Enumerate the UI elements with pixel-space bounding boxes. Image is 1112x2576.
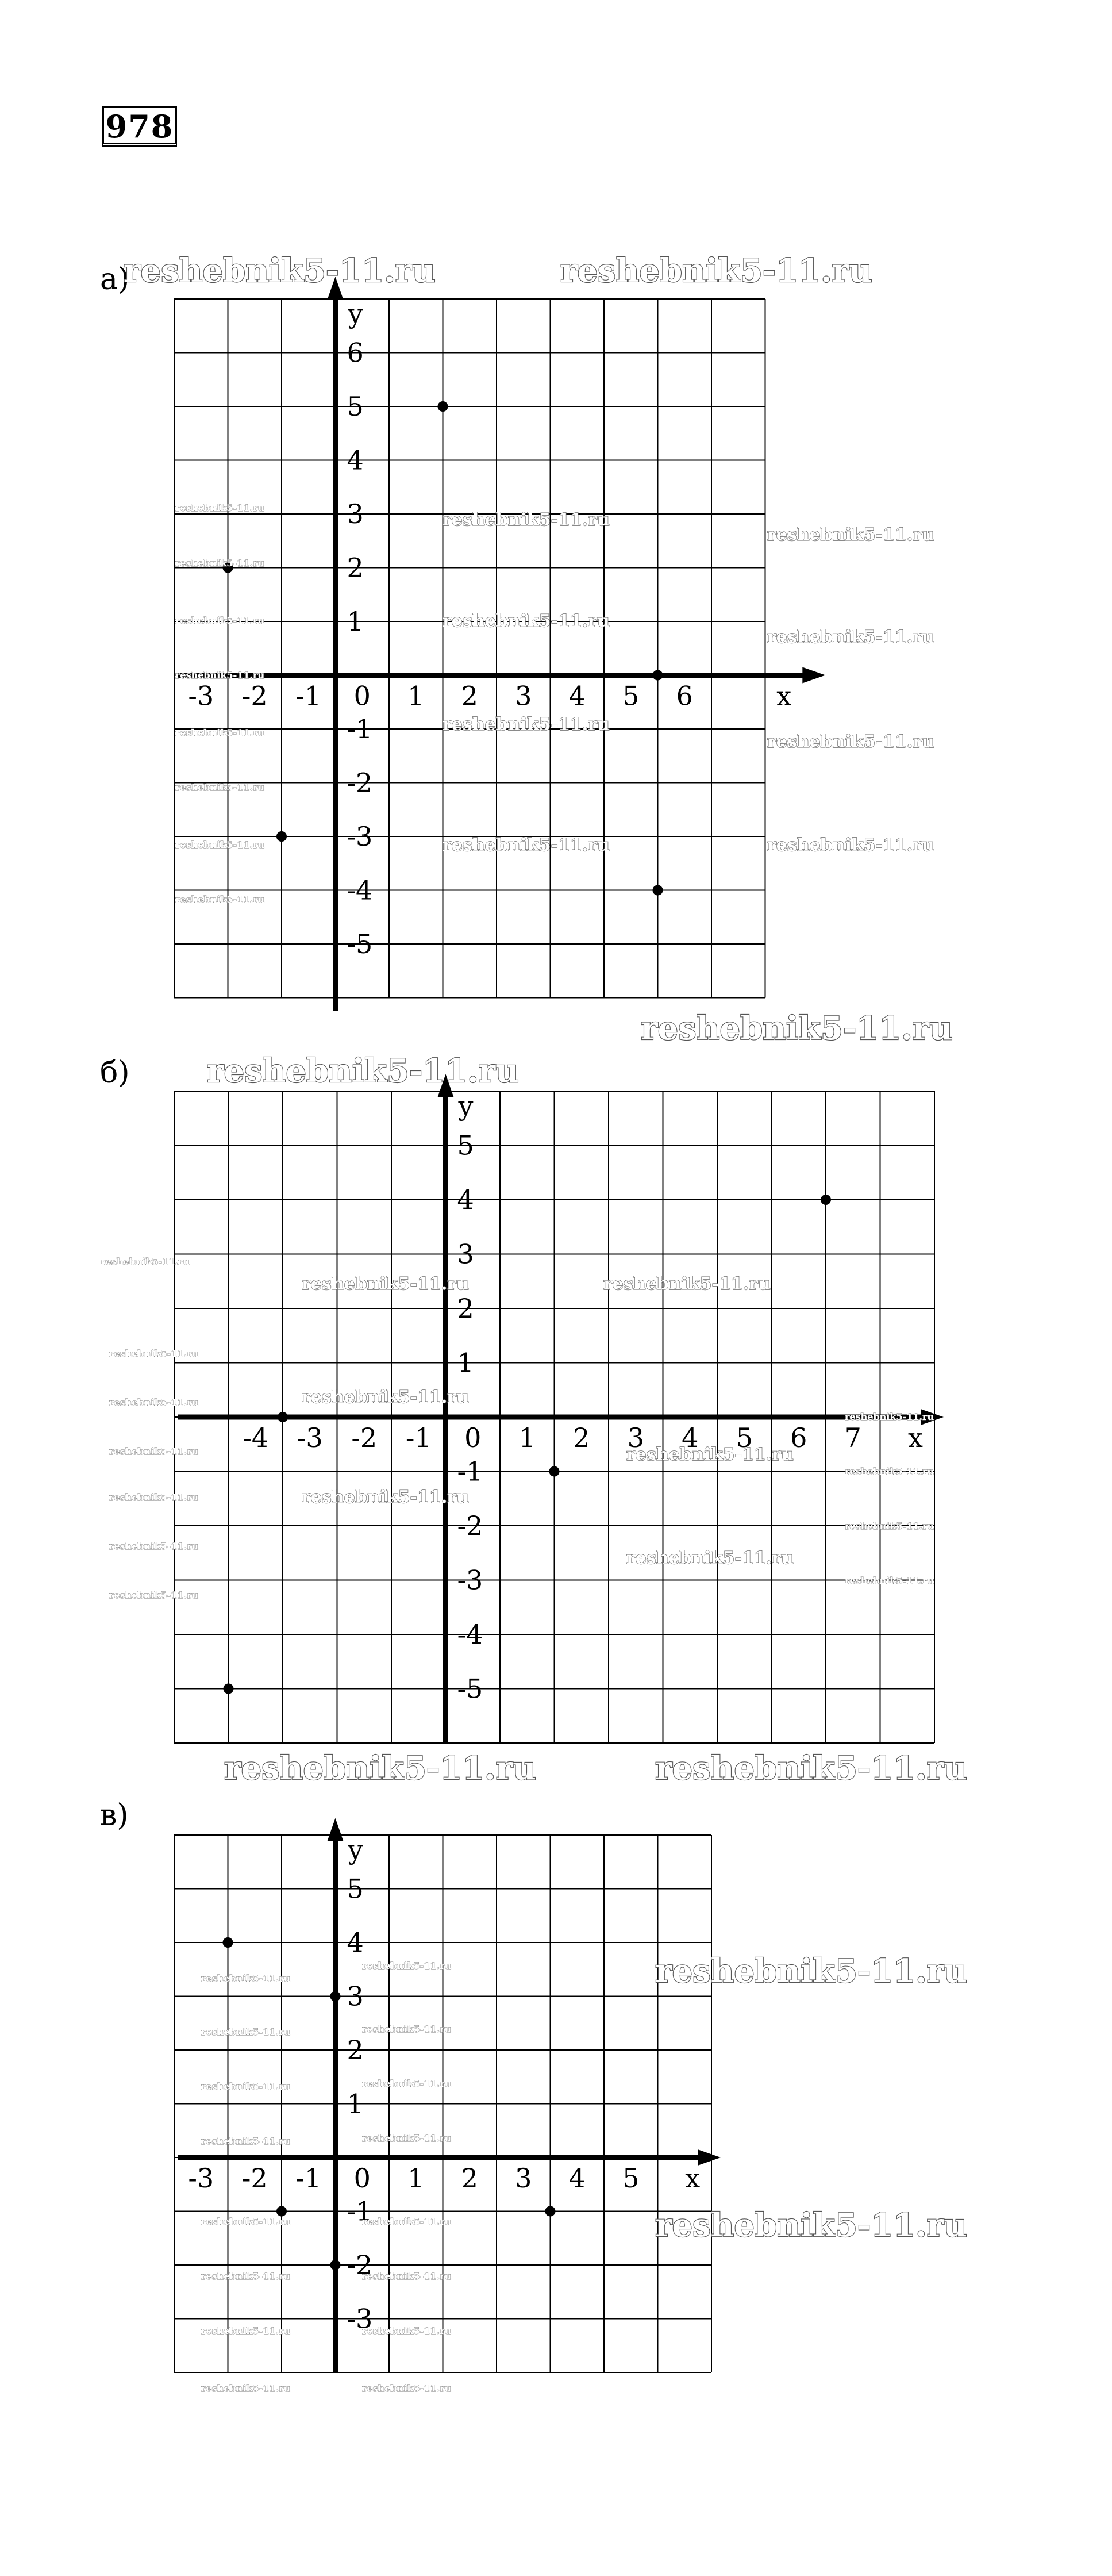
part-label: в)	[100, 1798, 129, 1833]
y-tick-label: 3	[347, 498, 364, 529]
watermark: reshebnik5-11.ru	[109, 1492, 199, 1503]
y-tick-label: 4	[347, 444, 364, 476]
watermark: reshebnik5-11.ru	[124, 252, 436, 290]
watermark: reshebnik5-11.ru	[767, 732, 934, 752]
y-tick-label: 5	[347, 1873, 364, 1905]
x-tick-label: 4	[568, 2163, 586, 2194]
watermark: reshebnik5-11.ru	[175, 839, 265, 850]
watermark: reshebnik5-11.ru	[655, 1952, 967, 1990]
grid	[174, 1835, 711, 2372]
watermark: reshebnik5-11.ru	[845, 1575, 934, 1586]
watermark: reshebnik5-11.ru	[175, 670, 265, 681]
watermark: reshebnik5-11.ru	[207, 1052, 519, 1090]
x-tick-label: 3	[515, 680, 532, 712]
y-axis-label: y	[348, 1834, 363, 1865]
data-point	[653, 885, 663, 896]
x-axis-label: x	[685, 2163, 701, 2194]
data-point	[821, 1195, 831, 1205]
y-axis-label: y	[458, 1091, 474, 1122]
data-point	[330, 2260, 341, 2270]
watermark: reshebnik5-11.ru	[362, 2024, 452, 2034]
watermark: reshebnik5-11.ru	[224, 1749, 536, 1787]
y-tick-label: 1	[457, 1347, 474, 1379]
watermark: reshebnik5-11.ru	[201, 2325, 291, 2336]
x-tick-label: 2	[573, 1422, 590, 1453]
data-point	[330, 1991, 341, 2002]
watermark: reshebnik5-11.ru	[767, 525, 934, 545]
x-axis-arrow	[802, 667, 825, 684]
x-axis-label: x	[907, 1422, 923, 1453]
watermark: reshebnik5-11.ru	[201, 2026, 291, 2037]
watermark: reshebnik5-11.ru	[845, 1466, 934, 1477]
x-tick-label: -2	[241, 680, 268, 712]
y-tick-label: -5	[347, 928, 373, 959]
watermark: reshebnik5-11.ru	[655, 1749, 967, 1787]
x-tick-label: 5	[622, 2163, 640, 2194]
data-point	[653, 670, 663, 681]
y-tick-label: 2	[347, 2034, 364, 2066]
data-point	[545, 2206, 556, 2217]
x-tick-label: -3	[297, 1422, 323, 1453]
watermark: reshebnik5-11.ru	[362, 2325, 452, 2336]
watermark: reshebnik5-11.ru	[201, 2383, 291, 2394]
x-tick-label: 4	[568, 680, 586, 712]
x-tick-label: 0	[464, 1422, 482, 1453]
watermark: reshebnik5-11.ru	[175, 615, 265, 626]
data-point	[549, 1466, 560, 1477]
x-tick-label: -1	[295, 680, 322, 712]
y-tick-label: 3	[347, 1980, 364, 2012]
watermark: reshebnik5-11.ru	[109, 1541, 199, 1552]
y-tick-label: -4	[457, 1619, 483, 1650]
data-point	[278, 1412, 288, 1422]
watermark: reshebnik5-11.ru	[443, 611, 610, 631]
y-tick-label: 1	[347, 606, 364, 637]
watermark: reshebnik5-11.ru	[626, 1445, 794, 1465]
data-point	[276, 2206, 287, 2217]
watermark: reshebnik5-11.ru	[101, 1256, 190, 1267]
watermark: reshebnik5-11.ru	[443, 835, 610, 855]
watermark: reshebnik5-11.ru	[362, 2271, 452, 2282]
y-tick-label: -3	[347, 2303, 373, 2335]
watermark: reshebnik5-11.ru	[201, 2271, 291, 2282]
y-tick-label: -2	[347, 767, 373, 798]
y-tick-label: -1	[347, 2195, 373, 2227]
x-tick-label: 2	[461, 680, 478, 712]
watermark: reshebnik5-11.ru	[109, 1397, 199, 1408]
watermark: reshebnik5-11.ru	[443, 715, 610, 735]
x-tick-label: 7	[844, 1422, 861, 1453]
watermark: reshebnik5-11.ru	[109, 1590, 199, 1600]
part-label: б)	[100, 1055, 130, 1090]
y-tick-label: 6	[347, 337, 364, 368]
watermark: reshebnik5-11.ru	[443, 510, 610, 530]
x-tick-label: 3	[627, 1422, 644, 1453]
watermark: reshebnik5-11.ru	[302, 1387, 469, 1407]
coordinate-plane-2	[100, 1055, 944, 1743]
x-tick-label: -3	[188, 680, 214, 712]
x-tick-label: 0	[353, 2163, 371, 2194]
x-tick-label: 2	[461, 2163, 478, 2194]
x-tick-label: 1	[407, 2163, 425, 2194]
watermark: reshebnik5-11.ru	[302, 1487, 469, 1507]
y-tick-label: 5	[457, 1130, 474, 1161]
data-point	[224, 1684, 234, 1694]
watermark: reshebnik5-11.ru	[603, 1274, 771, 1294]
y-tick-label: -1	[347, 713, 373, 744]
x-tick-label: 0	[353, 680, 371, 712]
y-tick-label: -1	[457, 1456, 483, 1487]
y-tick-label: 2	[457, 1293, 474, 1324]
data-point	[438, 401, 448, 412]
y-axis-arrow	[328, 1818, 344, 1841]
watermark: reshebnik5-11.ru	[767, 627, 934, 647]
watermark: reshebnik5-11.ru	[201, 2136, 291, 2147]
x-tick-label: -1	[295, 2163, 322, 2194]
y-tick-label: 4	[347, 1927, 364, 1958]
y-tick-label: -2	[347, 2249, 373, 2281]
watermark: reshebnik5-11.ru	[175, 558, 265, 569]
x-tick-label: 1	[407, 680, 425, 712]
x-tick-label: 5	[736, 1422, 753, 1453]
y-tick-label: 1	[347, 2088, 364, 2120]
x-tick-label: 4	[682, 1422, 699, 1453]
watermark: reshebnik5-11.ru	[655, 2206, 967, 2244]
y-tick-label: -3	[347, 821, 373, 852]
y-axis-label: y	[348, 298, 363, 329]
watermark: reshebnik5-11.ru	[201, 2216, 291, 2227]
data-point	[223, 1937, 233, 1948]
y-tick-label: 3	[457, 1238, 474, 1270]
y-tick-label: 2	[347, 552, 364, 583]
x-tick-label: 6	[790, 1422, 807, 1453]
x-axis-label: x	[776, 680, 792, 712]
x-tick-label: -2	[351, 1422, 378, 1453]
x-tick-label: -3	[188, 2163, 214, 2194]
x-tick-label: 6	[676, 680, 693, 712]
watermark: reshebnik5-11.ru	[641, 1009, 953, 1047]
watermark: reshebnik5-11.ru	[362, 2216, 452, 2227]
y-tick-label: -3	[457, 1564, 483, 1596]
watermark: reshebnik5-11.ru	[362, 1960, 452, 1971]
watermark: reshebnik5-11.ru	[109, 1348, 199, 1359]
grid	[174, 299, 765, 998]
y-tick-label: -4	[347, 874, 373, 906]
problem-number: 978	[102, 106, 177, 147]
x-axis-arrow	[698, 2149, 721, 2166]
watermark: reshebnik5-11.ru	[845, 1521, 934, 1531]
data-point	[276, 831, 287, 842]
watermark: reshebnik5-11.ru	[201, 1973, 291, 1984]
x-tick-label: 1	[518, 1422, 536, 1453]
x-tick-label: -2	[241, 2163, 268, 2194]
y-tick-label: 4	[457, 1184, 474, 1215]
x-tick-label: -4	[243, 1422, 269, 1453]
watermark: reshebnik5-11.ru	[175, 727, 265, 738]
watermark: reshebnik5-11.ru	[175, 782, 265, 793]
watermark: reshebnik5-11.ru	[626, 1548, 794, 1568]
watermark: reshebnik5-11.ru	[302, 1274, 469, 1294]
x-tick-label: -1	[405, 1422, 432, 1453]
watermark: reshebnik5-11.ru	[175, 502, 265, 513]
watermark: reshebnik5-11.ru	[362, 2133, 452, 2144]
x-tick-label: 5	[622, 680, 640, 712]
y-tick-label: -2	[457, 1510, 483, 1541]
watermark: reshebnik5-11.ru	[767, 835, 934, 855]
y-tick-label: -5	[457, 1673, 483, 1704]
y-tick-label: 5	[347, 391, 364, 422]
x-tick-label: 3	[515, 2163, 532, 2194]
watermarks	[101, 252, 967, 2394]
watermark: reshebnik5-11.ru	[845, 1411, 934, 1422]
watermark: reshebnik5-11.ru	[362, 2078, 452, 2089]
watermark: reshebnik5-11.ru	[201, 2081, 291, 2092]
watermark: reshebnik5-11.ru	[175, 894, 265, 905]
watermark: reshebnik5-11.ru	[362, 2383, 452, 2394]
part-label: а)	[100, 262, 130, 297]
watermark: reshebnik5-11.ru	[560, 252, 872, 290]
watermark: reshebnik5-11.ru	[109, 1446, 199, 1457]
